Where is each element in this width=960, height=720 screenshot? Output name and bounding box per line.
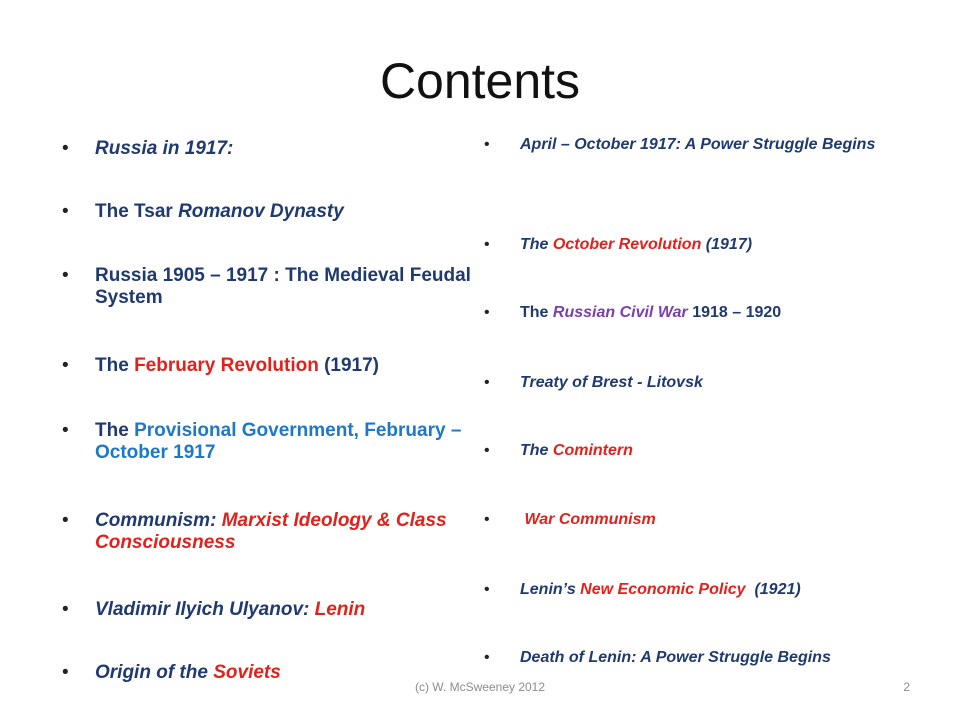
item-highlight: Lenin: [314, 599, 366, 620]
bullet-icon: •: [484, 136, 490, 153]
item-text: The: [95, 420, 135, 441]
list-item: [484, 507, 884, 533]
item-text: (1917): [318, 355, 380, 376]
item-text: 1918 – 1920: [687, 304, 782, 321]
item-highlight: Soviets: [213, 662, 281, 683]
bullet-icon: •: [484, 236, 490, 253]
bullet-icon: •: [484, 442, 490, 459]
item-text: Treaty of Brest - Litovsk: [520, 374, 703, 391]
list-item: [484, 300, 884, 326]
list-item: [62, 420, 472, 464]
list-item: [484, 232, 884, 258]
item-text: (1917): [701, 236, 753, 253]
item-text: (1921): [745, 581, 801, 598]
item-highlight: October Revolution: [552, 236, 702, 253]
bullet-icon: •: [62, 138, 69, 159]
list-item: [62, 201, 472, 223]
bullet-icon: •: [484, 304, 490, 321]
item-highlight: Marxist Ideology & Class Consciousness: [95, 510, 447, 553]
list-item: [62, 265, 472, 309]
page-number: 2: [903, 680, 910, 694]
item-highlight: War Communism: [520, 511, 656, 528]
item-text: Lenin’s: [520, 581, 581, 598]
item-text: The Tsar: [95, 201, 179, 222]
list-item: [62, 355, 472, 377]
item-text: Death of Lenin: A Power Struggle Begins: [520, 649, 831, 666]
item-highlight: February Revolution: [134, 355, 319, 376]
item-highlight: Provisional Government, February – October 1917: [95, 420, 462, 463]
bullet-icon: •: [62, 265, 69, 286]
slide-title: Contents: [379, 53, 581, 109]
item-highlight: New Economic Policy: [580, 581, 746, 598]
list-item: [484, 645, 884, 671]
bullet-icon: •: [62, 420, 69, 441]
list-item: [484, 132, 884, 158]
list-item: [484, 577, 884, 603]
list-item: [484, 438, 884, 464]
bullet-icon: •: [62, 201, 69, 222]
item-text: Russia 1905 – 1917 : The Medieval Feudal System: [95, 265, 471, 308]
item-text: The: [95, 355, 135, 376]
item-text: Communism:: [95, 510, 222, 531]
item-highlight: Comintern: [552, 442, 633, 459]
item-highlight: Romanov Dynasty: [178, 201, 344, 222]
slide-footer: (c) W. McSweeney 2012: [414, 680, 546, 694]
list-item: [62, 138, 472, 160]
bullet-icon: •: [484, 649, 490, 666]
bullet-icon: •: [484, 581, 490, 598]
bullet-icon: •: [62, 599, 69, 620]
item-text: Russia in 1917:: [95, 138, 234, 159]
item-text: Vladimir Ilyich Ulyanov:: [95, 599, 315, 620]
item-text: The: [520, 442, 553, 459]
item-text: April – October 1917: A Power Struggle Begins: [520, 136, 876, 153]
bullet-icon: •: [484, 511, 490, 528]
item-text: The: [520, 236, 553, 253]
list-item: [62, 599, 472, 621]
bullet-icon: •: [62, 355, 69, 376]
list-item: [484, 370, 884, 396]
list-item: [62, 510, 472, 554]
bullet-icon: •: [62, 662, 69, 683]
bullet-icon: •: [62, 510, 69, 531]
item-highlight: Russian Civil War: [552, 304, 688, 321]
item-text: Origin of the: [95, 662, 214, 683]
bullet-icon: •: [484, 374, 490, 391]
item-text: The: [520, 304, 553, 321]
